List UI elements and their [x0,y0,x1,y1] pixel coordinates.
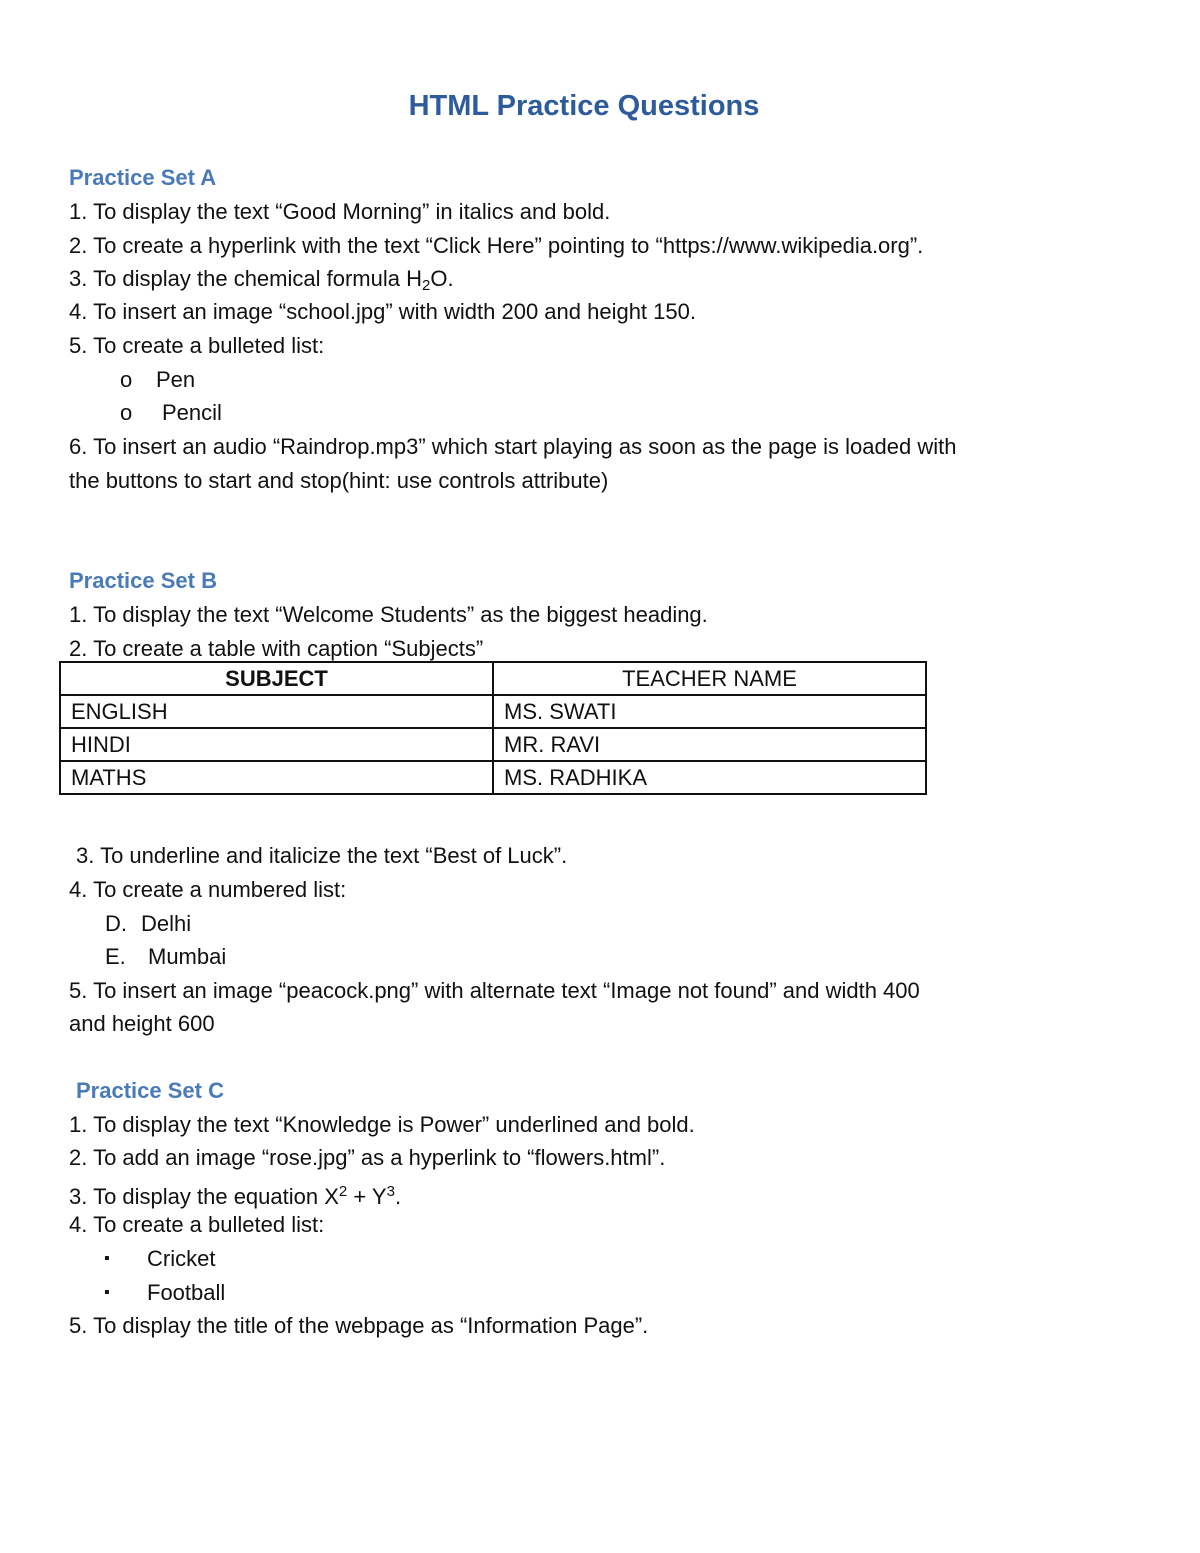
set-a-bullet-marker-2: o [120,400,133,425]
set-c-bullet-item-2: Football [147,1280,226,1305]
set-a-bullet-item-1: Pen [156,367,196,392]
set-c-heading: Practice Set C [76,1078,224,1103]
set-b-numbered-item-1: Delhi [141,911,192,936]
set-c-question-4: 4. To create a bulleted list: [69,1212,325,1237]
table-header-teacher-name: TEACHER NAME [493,662,926,695]
table-cell-subject: HINDI [60,728,493,761]
table-cell-teacher: MS. RADHIKA [493,761,926,794]
set-c-bullet-item-1: Cricket [147,1246,216,1271]
table-header-subject: SUBJECT [60,662,493,695]
table-row [60,695,926,728]
set-b-numbered-marker-1: D. [105,911,127,936]
set-c-question-3-text: 3. To display the equation X [69,1184,339,1209]
set-c-bullet-marker-1: ▪ [104,1250,110,1267]
table-cell-subject: MATHS [60,761,493,794]
superscript-2: 2 [338,1183,348,1200]
set-a-question-4: 4. To insert an image “school.jpg” with width 200 and height 150. [69,299,696,324]
set-b-question-4: 4. To create a numbered list: [69,877,347,902]
set-a-question-1: 1. To display the text “Good Morning” in italics and bold. [69,199,611,224]
set-b-heading: Practice Set B [69,568,217,593]
page-title: HTML Practice Questions [408,90,760,122]
set-a-question-2: 2. To create a hyperlink with the text “Click Here” pointing to “https://www.wikipedia.org”. [69,233,924,258]
table-row [60,728,926,761]
set-a-question-6-line-1: 6. To insert an audio “Raindrop.mp3” which start playing as soon as the page is loaded with [69,434,957,459]
set-c-question-3 [69,1177,401,1212]
table-header-row [60,662,926,695]
subjects-table [59,661,927,795]
set-c-question-3-suffix: . [394,1184,402,1209]
set-b-numbered-item-2: Mumbai [148,944,227,969]
set-a-question-6-line-2: the buttons to start and stop(hint: use controls attribute) [69,468,609,493]
set-b-question-5-line-2: and height 600 [69,1011,215,1036]
set-c-question-1: 1. To display the text “Knowledge is Power” underlined and bold. [69,1112,695,1137]
table-cell-teacher: MR. RAVI [493,728,926,761]
set-b-numbered-marker-2: E. [105,944,126,969]
set-a-bullet-item-2: Pencil [162,400,222,425]
set-b-question-5-line-1: 5. To insert an image “peacock.png” with alternate text “Image not found” and width 400 [69,978,920,1003]
superscript-3: 3 [386,1183,395,1200]
set-c-question-2: 2. To add an image “rose.jpg” as a hyperlink to “flowers.html”. [69,1145,666,1170]
table-cell-subject: ENGLISH [60,695,493,728]
set-c-question-3-mid: + Y [347,1184,387,1209]
set-a-heading: Practice Set A [69,165,217,190]
set-b-question-3: 3. To underline and italicize the text “Best of Luck”. [76,843,568,868]
set-a-question-5: 5. To create a bulleted list: [69,333,325,358]
table-cell-teacher: MS. SWATI [493,695,926,728]
set-b-question-1: 1. To display the text “Welcome Students” as the biggest heading. [69,602,708,627]
set-a-question-3-suffix: O. [430,266,454,291]
table-row [60,761,926,794]
set-a-question-3 [69,264,454,301]
subscript-2: 2 [421,277,431,294]
set-a-question-3-text: 3. To display the chemical formula H [69,266,422,291]
set-c-question-5: 5. To display the title of the webpage as “Information Page”. [69,1313,649,1338]
set-c-bullet-marker-2: ▪ [104,1284,110,1301]
set-a-bullet-marker-1: o [120,367,133,392]
set-b-question-2: 2. To create a table with caption “Subjects” [69,636,484,661]
